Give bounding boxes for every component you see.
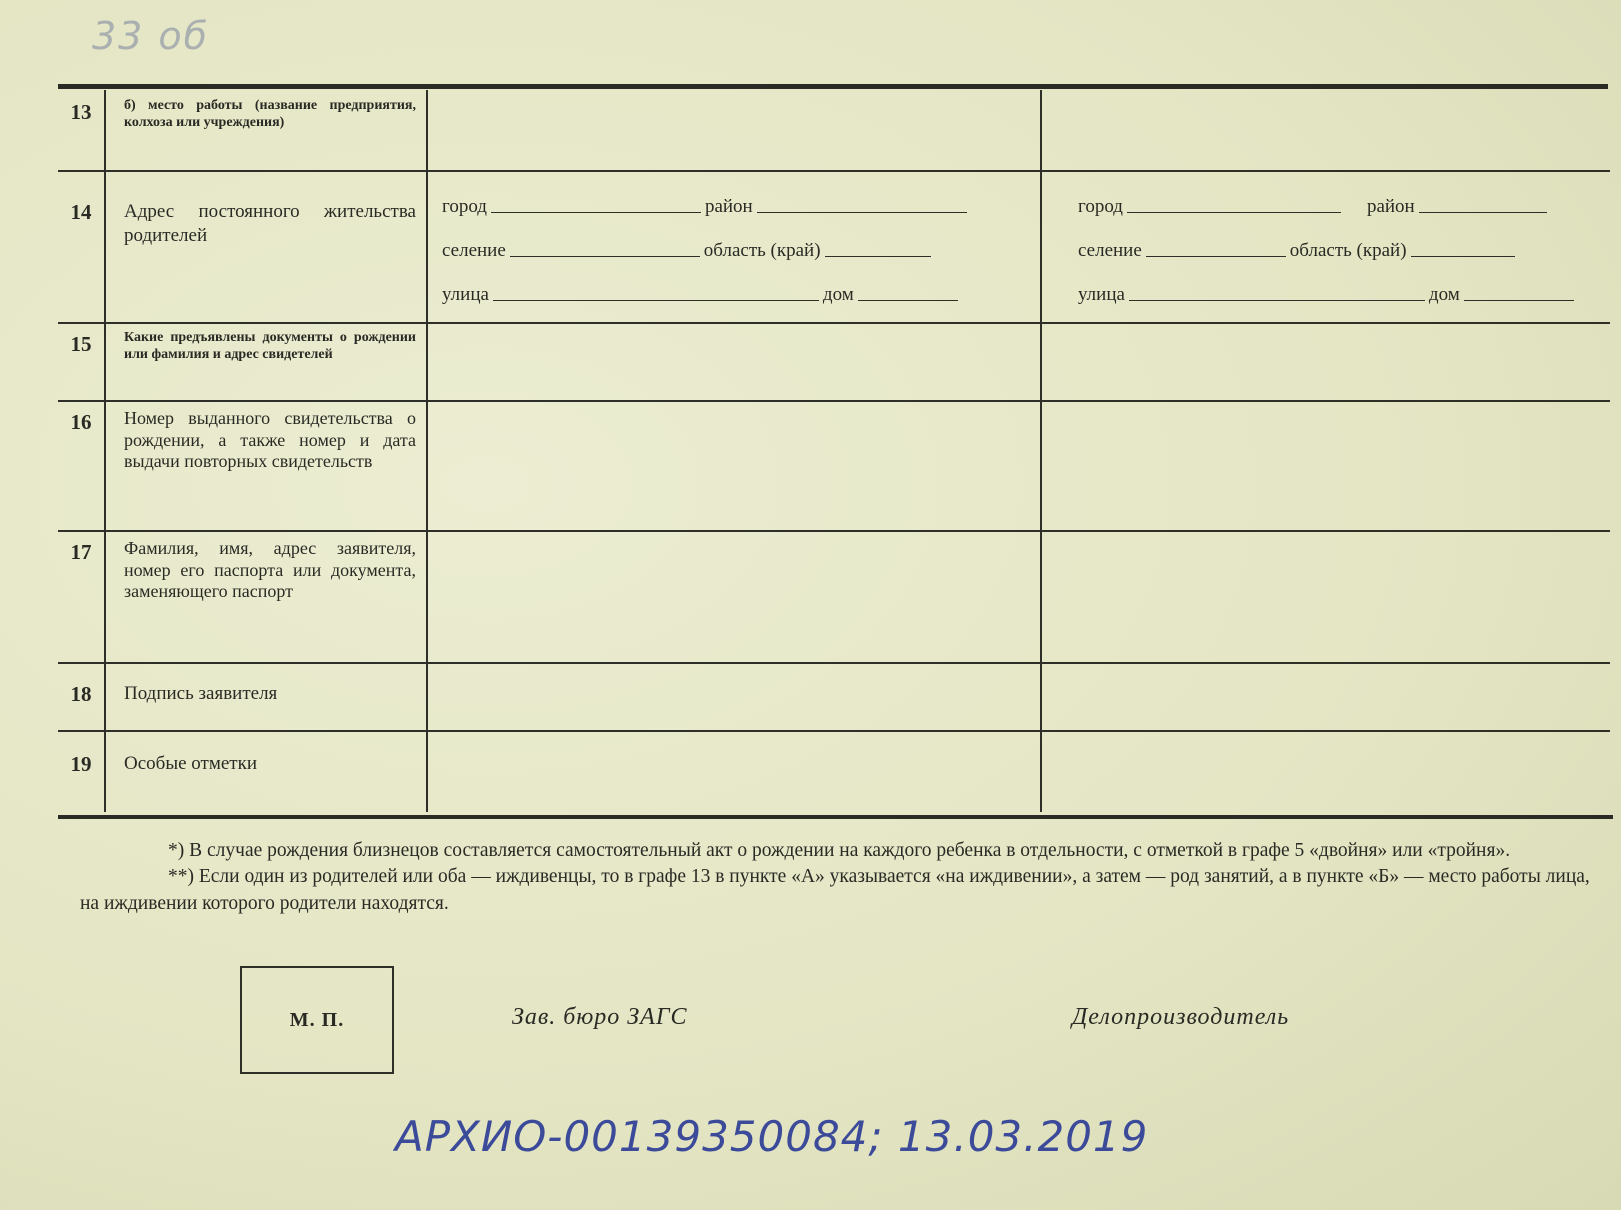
field-certificate-number-2[interactable] (1042, 400, 1610, 530)
row-label: Подпись заявителя (104, 662, 428, 730)
address-line-street (442, 284, 962, 306)
field-applicant-info[interactable] (428, 530, 1042, 662)
row-number: 19 (70, 752, 92, 776)
house-blank[interactable] (858, 299, 958, 301)
city-label: город (1078, 196, 1123, 217)
field-documents-presented-2[interactable] (1042, 322, 1610, 400)
village-blank[interactable] (1146, 255, 1286, 257)
house-blank[interactable] (1464, 299, 1574, 301)
form-row-18 (58, 662, 1610, 732)
region-blank[interactable] (825, 255, 931, 257)
field-special-notes-2[interactable] (1042, 730, 1610, 812)
corner-handwritten-number: 33 об (92, 14, 210, 58)
row-number: 14 (70, 200, 92, 224)
stamp-placeholder: М. П. (240, 966, 394, 1074)
archive-code-handwritten: АРХИО-00139350084; 13.03.2019 (395, 1112, 1149, 1161)
district-label: район (1366, 196, 1415, 217)
field-father-address[interactable] (428, 170, 1042, 322)
district-blank[interactable] (1419, 211, 1547, 213)
row-label: Адрес постоянного жительства родителей (104, 170, 428, 322)
village-label: селение (442, 240, 506, 261)
address-line-city (1078, 196, 1551, 218)
city-blank[interactable] (1127, 211, 1341, 213)
field-father-workplace[interactable] (428, 90, 1042, 170)
form-row-15 (58, 322, 1610, 402)
field-certificate-number[interactable] (428, 400, 1042, 530)
house-label: дом (822, 284, 854, 305)
form-row-17 (58, 530, 1610, 664)
form-row-14 (58, 170, 1610, 324)
district-blank[interactable] (757, 211, 967, 213)
village-blank[interactable] (510, 255, 700, 257)
top-rule (58, 84, 1608, 89)
field-applicant-signature-2[interactable] (1042, 662, 1610, 730)
street-label: улица (442, 284, 489, 305)
row-number: 18 (70, 682, 92, 706)
row-label: Какие предъявлены документы о рождении или фамилия и адрес свидетелей (104, 322, 428, 400)
row-label: Фамилия, имя, адрес заявителя, номер его паспорта или документа, заменяющего паспорт (104, 530, 428, 662)
city-blank[interactable] (491, 211, 701, 213)
street-label: улица (1078, 284, 1125, 305)
row-label: Особые отметки (104, 730, 428, 812)
registry-head-signature-label: Зав. бюро ЗАГС (512, 1004, 688, 1030)
row-number: 13 (70, 100, 92, 124)
street-blank[interactable] (493, 299, 819, 301)
row-label: б) место работы (название предприятия, колхоза или учреждения) (104, 90, 428, 170)
form-row-19 (58, 730, 1610, 812)
footnotes (80, 838, 1610, 917)
row-number: 16 (70, 410, 92, 434)
footnote-dependents: **) Если один из родителей или оба — иждивенцы, то в графе 13 в пункте «А» указывается «на иждивении», а затем — род занятий, а в пункте «Б» — место работы лица, на иждивении которого родители находятся. (80, 866, 1590, 914)
region-label: область (край) (1289, 240, 1407, 261)
footnote-twins: *) В случае рождения близнецов составляется самостоятельный акт о рождении на каждого ребенка в отдельности, с отметкой в графе 5 «двойня» или «тройня». (168, 840, 1511, 861)
street-blank[interactable] (1129, 299, 1425, 301)
field-special-notes[interactable] (428, 730, 1042, 812)
form-row-13 (58, 90, 1610, 172)
clerk-signature-label: Делопроизводитель (1072, 1004, 1290, 1030)
form-row-16 (58, 400, 1610, 532)
row-number: 17 (70, 540, 92, 564)
village-label: селение (1078, 240, 1142, 261)
address-line-village (442, 240, 935, 262)
bottom-rule (58, 815, 1613, 819)
row-label: Номер выданного свидетельства о рождении, а также номер и дата выдачи повторных свидетельств (104, 400, 428, 530)
house-label: дом (1428, 284, 1460, 305)
region-blank[interactable] (1411, 255, 1515, 257)
field-applicant-info-2[interactable] (1042, 530, 1610, 662)
address-line-street (1078, 284, 1578, 306)
address-line-city (442, 196, 971, 218)
address-line-village (1078, 240, 1519, 262)
field-documents-presented[interactable] (428, 322, 1042, 400)
row-number: 15 (70, 332, 92, 356)
field-applicant-signature[interactable] (428, 662, 1042, 730)
field-mother-workplace[interactable] (1042, 90, 1610, 170)
city-label: город (442, 196, 487, 217)
field-mother-address[interactable] (1042, 170, 1610, 322)
region-label: область (край) (703, 240, 821, 261)
district-label: район (704, 196, 753, 217)
